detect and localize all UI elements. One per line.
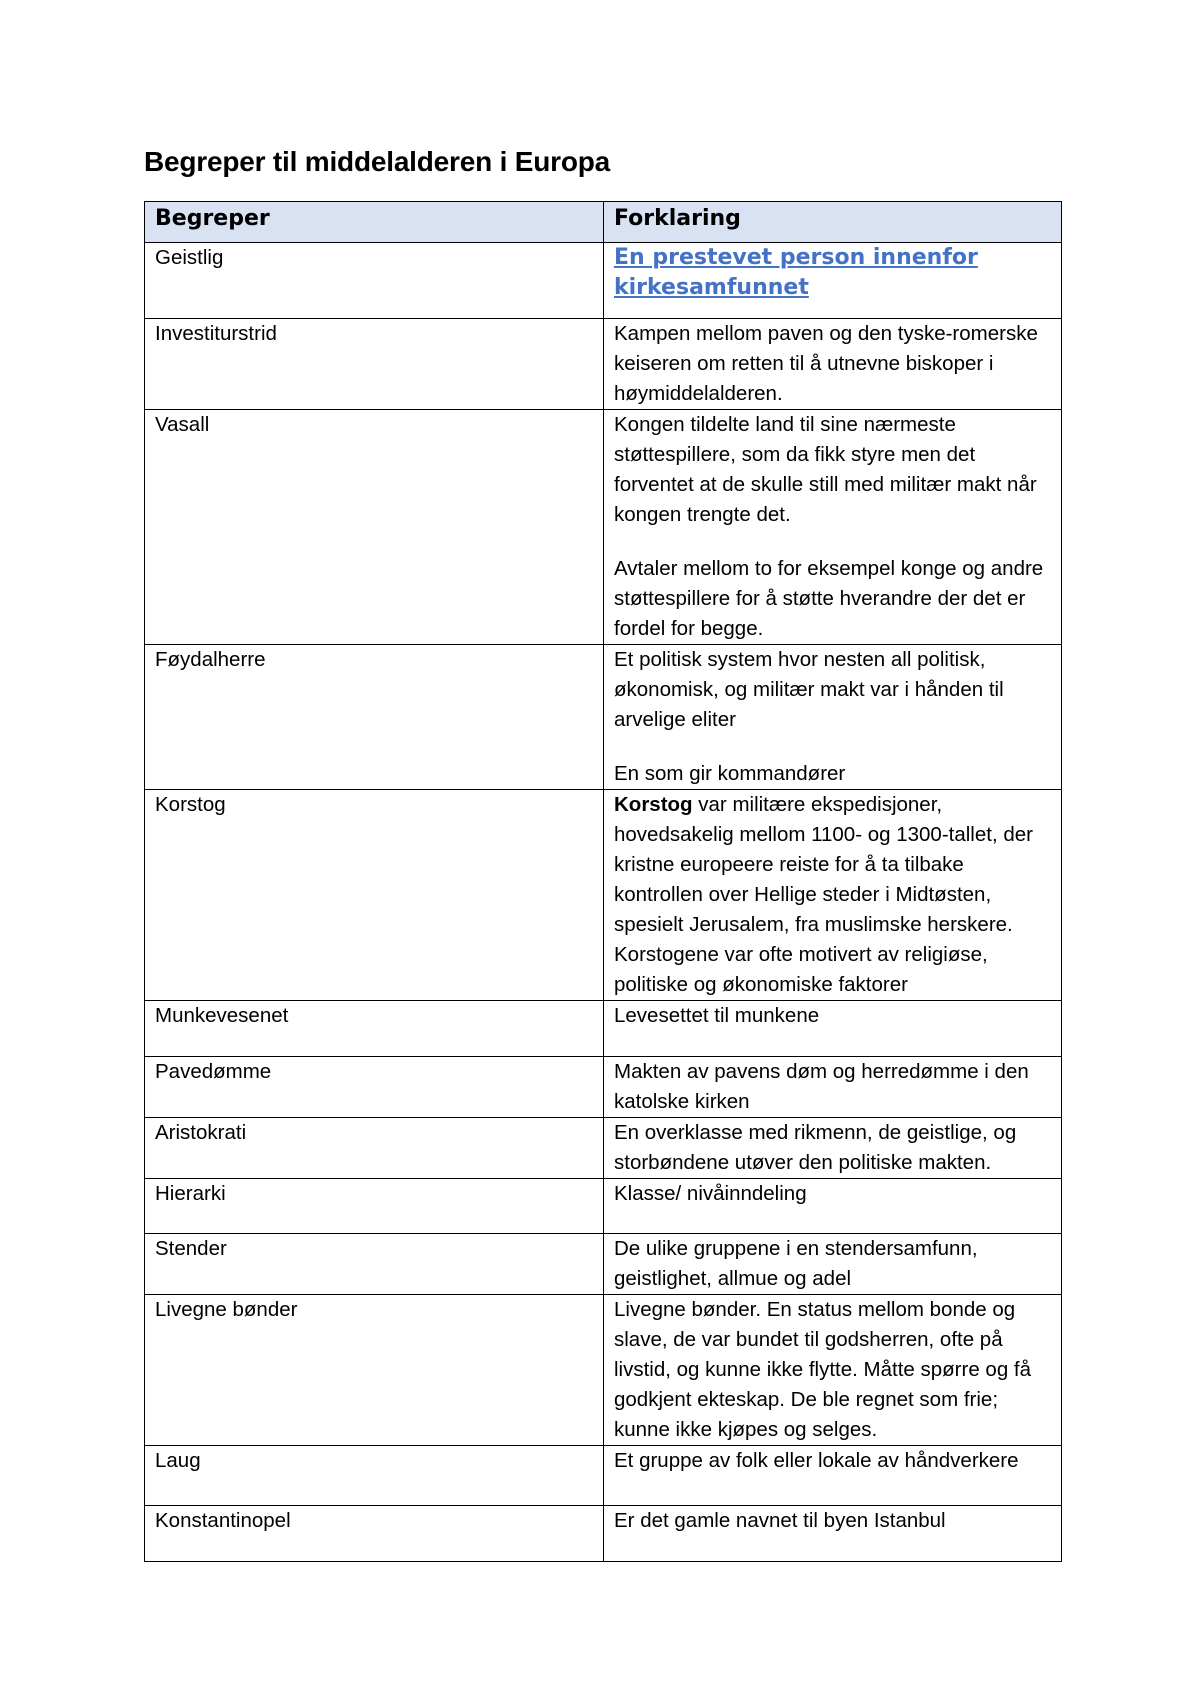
definition-cell: Klasse/ nivåinndeling <box>604 1179 1062 1234</box>
definition-text: var militære ekspedisjoner, hovedsakelig mellom 1100- og 1300-tallet, der kristne europeere reiste for å ta tilbake kontrollen over Hellige steder i Midtøsten, spesielt Jerusalem, fra muslimske herskere. Korstogene var ofte motivert av religiøse, politiske og økonomiske faktorer <box>614 793 1033 996</box>
definition-cell: Kampen mellom paven og den tyske-romerske keiseren om retten til å utnevne biskoper i høymiddelalderen. <box>604 319 1062 410</box>
table-row <box>145 645 1062 790</box>
table-row <box>145 1057 1062 1118</box>
term-cell: Laug <box>145 1446 604 1506</box>
table-row <box>145 410 1062 645</box>
table-row <box>145 1446 1062 1506</box>
term-cell: Pavedømme <box>145 1057 604 1118</box>
term-cell: Aristokrati <box>145 1118 604 1179</box>
definition-cell: Et gruppe av folk eller lokale av håndverkere <box>604 1446 1062 1506</box>
table-header-row <box>145 202 1062 243</box>
term-cell: Vasall <box>145 410 604 645</box>
term-cell: Konstantinopel <box>145 1506 604 1562</box>
table-row <box>145 1295 1062 1446</box>
definition-cell: Livegne bønder. En status mellom bonde og slave, de var bundet til godsherren, ofte på livstid, og kunne ikke flytte. Måtte spørre og få godkjent ekteskap. De ble regnet som frie; kunne ikke kjøpes og selges. <box>604 1295 1062 1446</box>
definition-bold-term: Korstog <box>614 793 693 816</box>
definition-cell: En overklasse med rikmenn, de geistlige, og storbøndene utøver den politiske makten. <box>604 1118 1062 1179</box>
term-cell: Hierarki <box>145 1179 604 1234</box>
definition-cell: Er det gamle navnet til byen Istanbul <box>604 1506 1062 1562</box>
table-row <box>145 1001 1062 1057</box>
definition-cell <box>604 243 1062 319</box>
definition-paragraph: Et politisk system hvor nesten all politisk, økonomisk, og militær makt var i hånden til arvelige eliter <box>614 648 1004 731</box>
definition-cell <box>604 790 1062 1001</box>
definition-paragraph: Avtaler mellom to for eksempel konge og andre støttespillere for å støtte hverandre der det er fordel for begge. <box>614 557 1044 640</box>
table-row <box>145 1179 1062 1234</box>
header-term: Begreper <box>145 202 604 243</box>
table-row <box>145 1118 1062 1179</box>
page-title: Begreper til middelalderen i Europa <box>144 146 611 177</box>
definition-cell <box>604 410 1062 645</box>
table-row <box>145 319 1062 410</box>
term-cell: Geistlig <box>145 243 604 319</box>
term-cell: Munkevesenet <box>145 1001 604 1057</box>
table-row <box>145 1506 1062 1562</box>
term-cell: Investiturstrid <box>145 319 604 410</box>
term-cell: Føydalherre <box>145 645 604 790</box>
term-cell: Livegne bønder <box>145 1295 604 1446</box>
terms-table <box>144 201 1062 1562</box>
definition-paragraph: En som gir kommandører <box>614 762 846 785</box>
definition-cell: Levesettet til munkene <box>604 1001 1062 1057</box>
definition-cell: De ulike gruppene i en stendersamfunn, geistlighet, allmue og adel <box>604 1234 1062 1295</box>
definition-link[interactable]: En prestevet person innenfor kirkesamfunnet <box>614 245 978 300</box>
table-row <box>145 1234 1062 1295</box>
definition-cell: Makten av pavens døm og herredømme i den katolske kirken <box>604 1057 1062 1118</box>
header-definition: Forklaring <box>604 202 1062 243</box>
definition-paragraph: Kongen tildelte land til sine nærmeste støttespillere, som da fikk styre men det forventet at de skulle still med militær makt når kongen trengte det. <box>614 413 1037 526</box>
term-cell: Stender <box>145 1234 604 1295</box>
term-cell: Korstog <box>145 790 604 1001</box>
definition-cell <box>604 645 1062 790</box>
table-row <box>145 790 1062 1001</box>
table-row <box>145 243 1062 319</box>
